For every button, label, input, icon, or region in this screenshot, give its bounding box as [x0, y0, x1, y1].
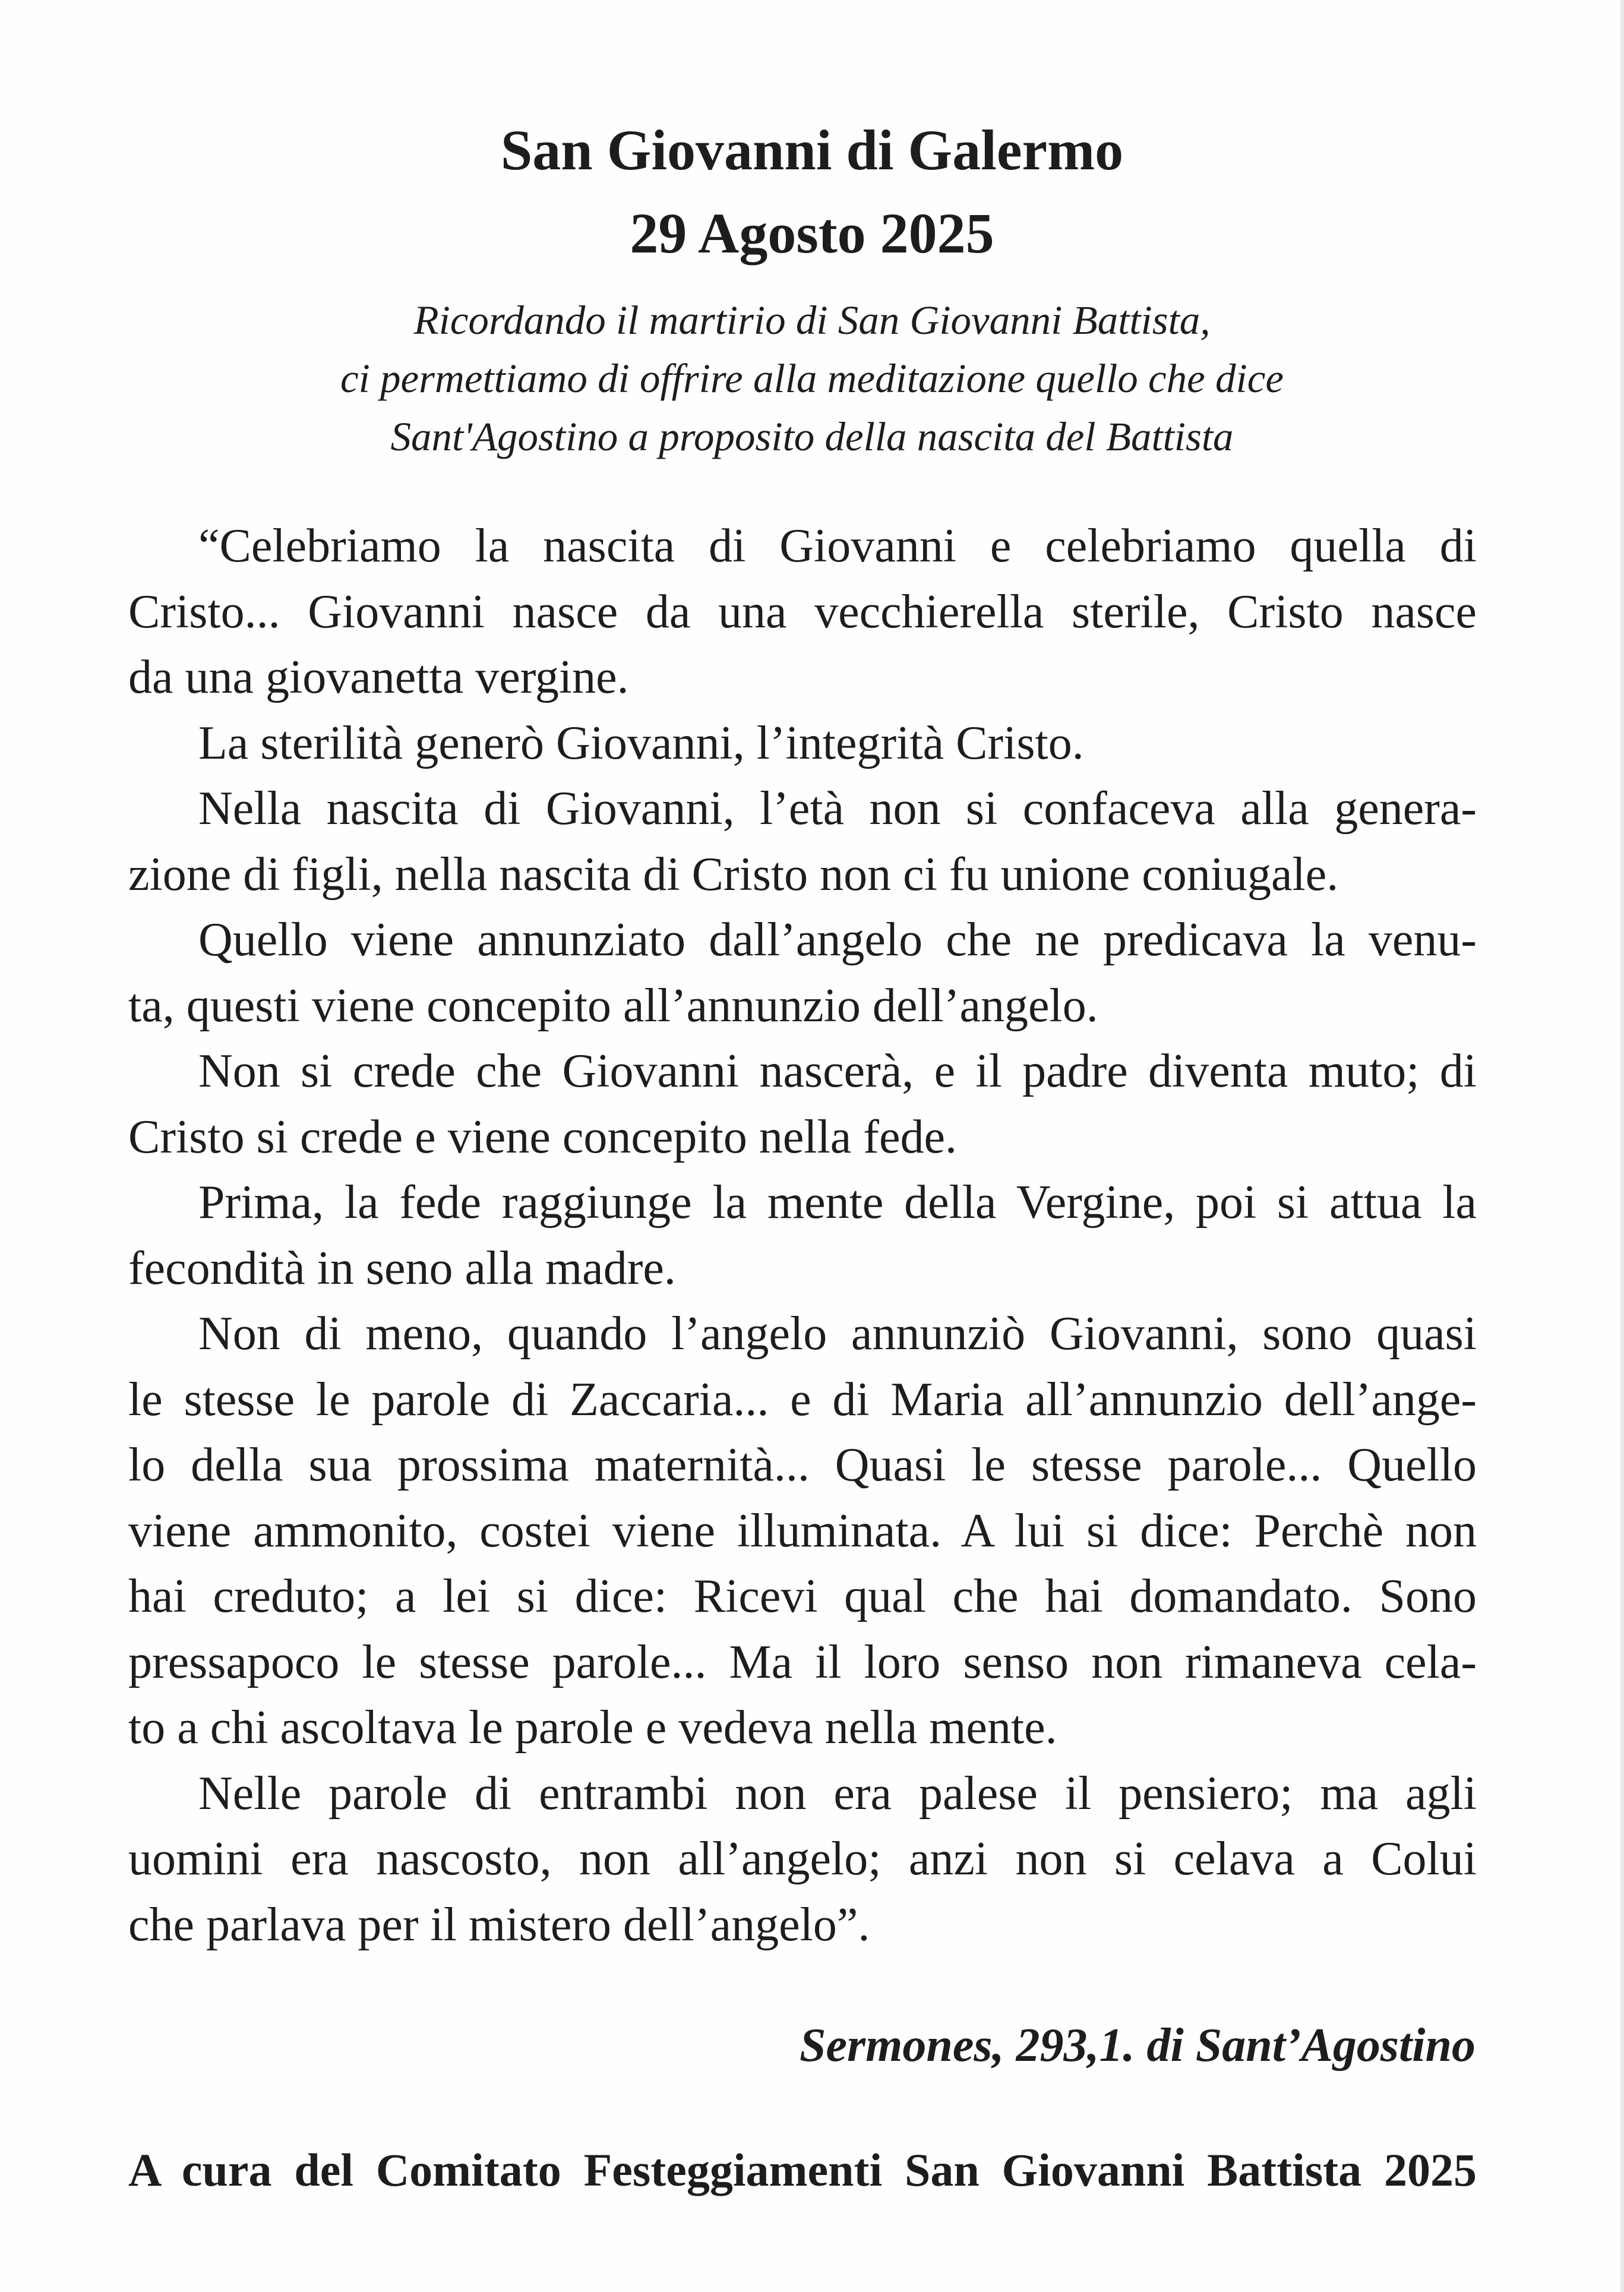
- intro-line: Sant'Agostino a proposito della nascita del Battista: [390, 414, 1234, 459]
- sermon-quote: [128, 513, 1477, 1958]
- quote-line: Cristo... Giovanni nasce da una vecchierella sterile, Cristo nasce: [128, 585, 1477, 638]
- quote-line: che parlava per il mistero dell’angelo”.: [128, 1898, 870, 1951]
- quote-line: “Celebriamo la nascita di Giovanni e celebriamo quella di: [198, 520, 1477, 572]
- quote-line: pressapoco le stesse parole... Ma il loro senso non rimaneva cela-: [128, 1636, 1477, 1688]
- quote-line: La sterilità generò Giovanni, l’integrità Cristo.: [198, 716, 1084, 769]
- quote-line: da una giovanetta vergine.: [128, 651, 629, 703]
- source-citation: Sermones, 293,1. di Sant’Agostino: [799, 2019, 1475, 2072]
- quote-line: Nelle parole di entrambi non era palese il pensiero; ma agli: [198, 1767, 1477, 1820]
- quote-line: Non di meno, quando l’angelo annunziò Giovanni, sono quasi: [198, 1308, 1477, 1360]
- quote-line: viene ammonito, costei viene illuminata. A lui si dice: Perchè non: [128, 1504, 1477, 1557]
- quote-line: fecondità in seno alla madre.: [128, 1242, 676, 1295]
- intro-paragraph: [0, 291, 1624, 466]
- quote-line: Nella nascita di Giovanni, l’età non si confaceva alla genera-: [198, 782, 1477, 835]
- quote-line: le stesse le parole di Zaccaria... e di Maria all’annunzio dell’ange-: [128, 1373, 1477, 1426]
- intro-line: Ricordando il martirio di San Giovanni Battista,: [413, 298, 1211, 343]
- quote-line: Non si crede che Giovanni nascerà, e il padre diventa muto; di: [198, 1045, 1477, 1097]
- document-title: San Giovanni di Galermo: [500, 118, 1124, 182]
- intro-line: ci permettiamo di offrire alla meditazione quello che dice: [340, 356, 1284, 401]
- quote-line: Cristo si crede e viene concepito nella fede.: [128, 1110, 957, 1163]
- quote-line: lo della sua prossima maternità... Quasi le stesse parole... Quello: [128, 1439, 1477, 1491]
- quote-line: uomini era nascosto, non all’angelo; anzi non si celava a Colui: [128, 1833, 1477, 1885]
- quote-line: ta, questi viene concepito all’annunzio dell’angelo.: [128, 979, 1098, 1032]
- quote-line: Quello viene annunziato dall’angelo che ne predicava la venu-: [198, 914, 1477, 966]
- quote-line: hai creduto; a lei si dice: Ricevi qual che hai domandato. Sono: [128, 1570, 1477, 1622]
- quote-line: Prima, la fede raggiunge la mente della Vergine, poi si attua la: [198, 1176, 1477, 1229]
- footer-credit: A cura del Comitato Festeggiamenti San Giovanni Battista 2025: [128, 2144, 1477, 2196]
- document-date: 29 Agosto 2025: [630, 201, 994, 265]
- quote-line: to a chi ascoltava le parole e vedeva nella mente.: [128, 1701, 1057, 1754]
- quote-line: zione di figli, nella nascita di Cristo non ci fu unione coniugale.: [128, 848, 1339, 901]
